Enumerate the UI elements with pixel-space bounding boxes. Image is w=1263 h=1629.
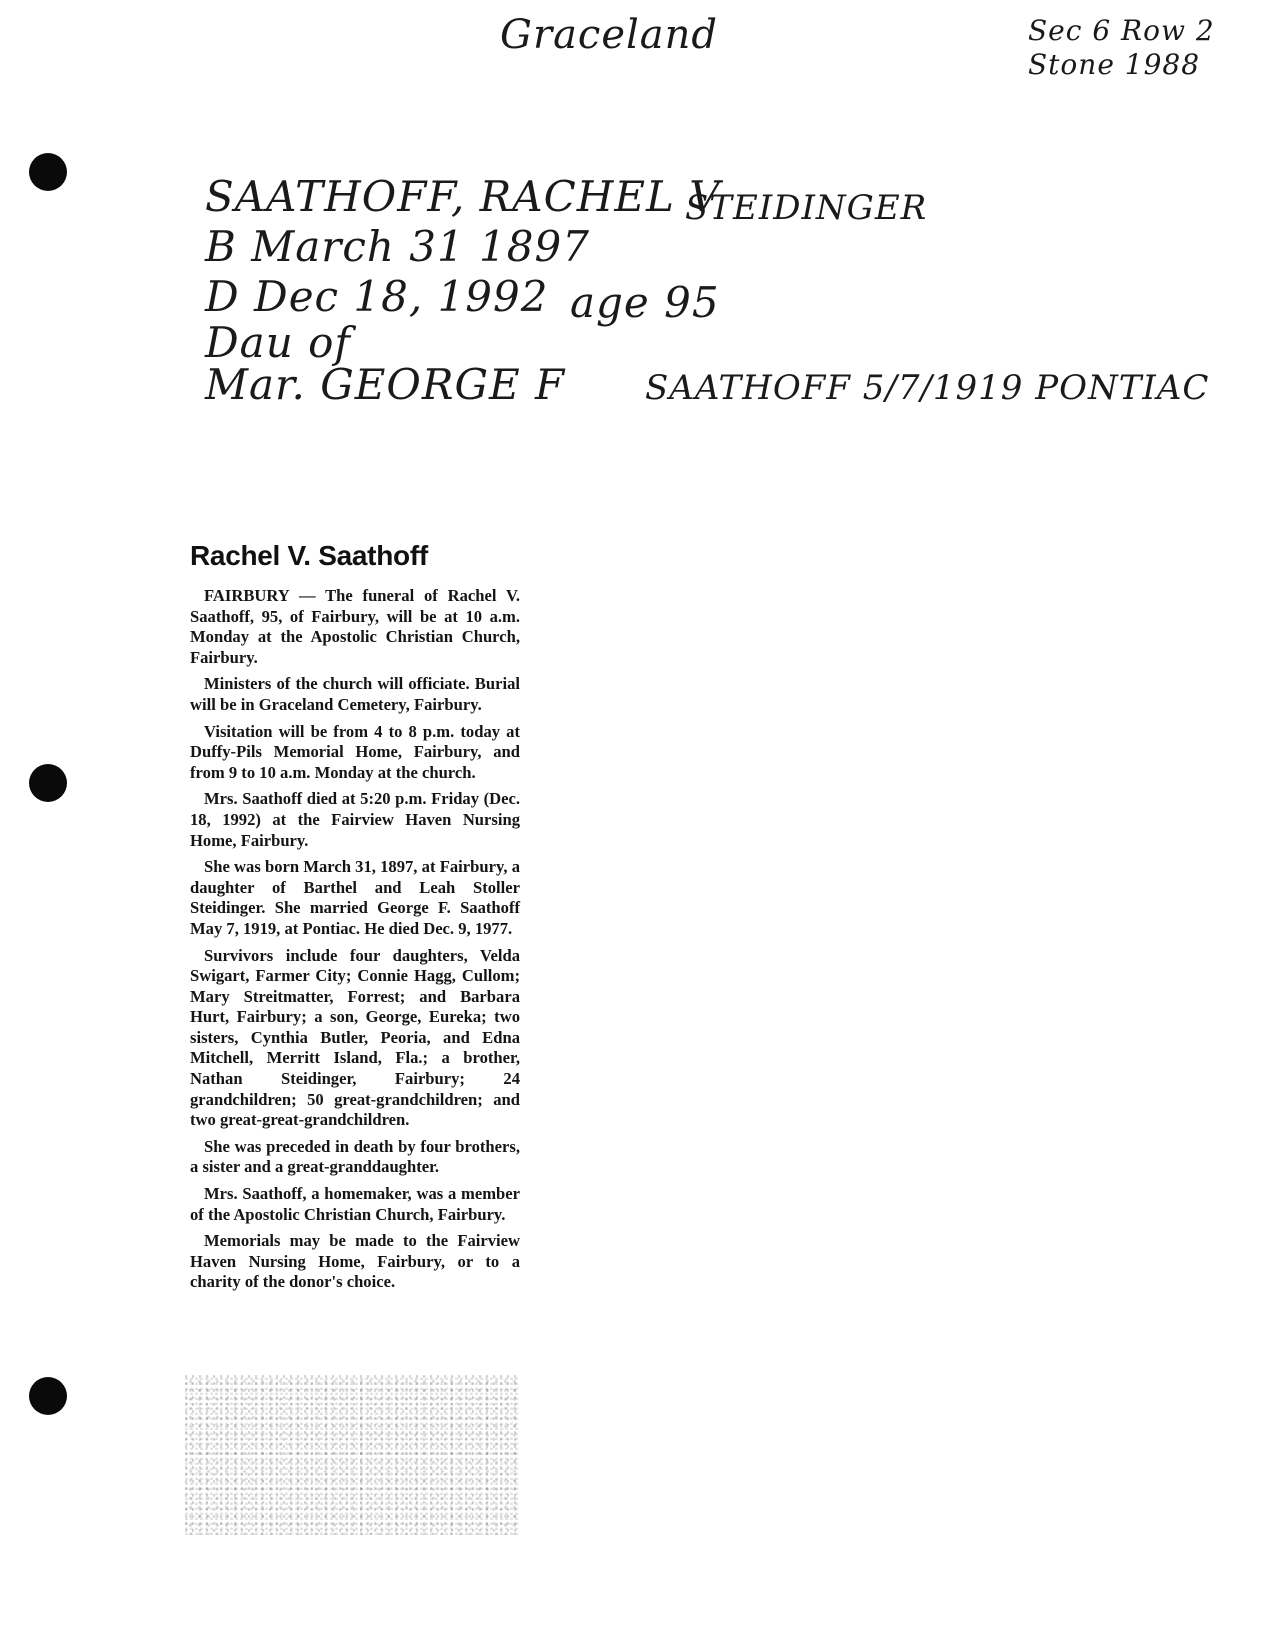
handwritten-plot-location	[1028, 14, 1215, 82]
binder-hole-bottom	[29, 1377, 67, 1415]
binder-hole-top	[29, 153, 67, 191]
obituary-paragraph: Mrs. Saathoff, a homemaker, was a member of the Apostolic Christian Church, Fairbury.	[190, 1184, 520, 1224]
handwritten-married: Mar. GEORGE F	[205, 360, 566, 409]
handwritten-age: age 95	[570, 278, 720, 327]
obituary-paragraph: Memorials may be made to the Fairview Haven Nursing Home, Fairbury, or to a charity of the donor's choice.	[190, 1231, 520, 1292]
obituary-headline: Rachel V. Saathoff	[190, 540, 428, 571]
obituary-paragraph: Visitation will be from 4 to 8 p.m. today at Duffy-Pils Memorial Home, Fairbury, and from 9 to 10 a.m. Monday at the church.	[190, 721, 520, 782]
handwritten-marriage-detail: SAATHOFF 5/7/1919 PONTIAC	[645, 368, 1210, 408]
handwritten-name: SAATHOFF, RACHEL V	[205, 172, 721, 221]
obituary-clipping	[190, 540, 520, 1540]
handwritten-stone-year: Stone 1988	[1028, 48, 1201, 81]
handwritten-death: D Dec 18, 1992	[205, 272, 549, 321]
handwritten-plot-row: Sec 6 Row 2	[1028, 14, 1215, 47]
handwritten-maiden-name: STEIDINGER	[685, 188, 928, 228]
binder-hole-middle	[29, 764, 67, 802]
obituary-paragraph: FAIRBURY — The funeral of Rachel V. Saathoff, 95, of Fairbury, will be at 10 a.m. Monday at the Apostolic Christian Church, Fairbury.	[190, 586, 520, 667]
obituary-paragraph: Ministers of the church will officiate. Burial will be in Graceland Cemetery, Fairbury.	[190, 674, 520, 714]
handwritten-birth: B March 31 1897	[205, 222, 590, 271]
obituary-paragraph: She was born March 31, 1897, at Fairbury, a daughter of Barthel and Leah Stoller Steidinger. She married George F. Saathoff May 7, 1919, at Pontiac. He died Dec. 9, 1977.	[190, 857, 520, 938]
obituary-paragraph: Mrs. Saathoff died at 5:20 p.m. Friday (Dec. 18, 1992) at the Fairview Haven Nursing Home, Fairbury.	[190, 789, 520, 850]
obituary-paragraph: She was preceded in death by four brothers, a sister and a great-granddaughter.	[190, 1136, 520, 1177]
handwritten-daughter-of: Dau of	[205, 318, 351, 367]
obituary-paragraph: Survivors include four daughters, Velda Swigart, Farmer City; Connie Hagg, Cullom; Mary Streitmatter, Forrest; and Barbara Hurt, Fairbury; a son, George, Eureka; two sisters, Cynthia Butler, Peoria, and Edna Mitchell, Merritt Island, Fla.; a brother, Nathan Steidinger, Fairbury; 24 grandchildren; 50 great-grandchildren; and two great-great-grandchildren.	[190, 945, 520, 1130]
handwritten-cemetery: Graceland	[500, 12, 719, 58]
